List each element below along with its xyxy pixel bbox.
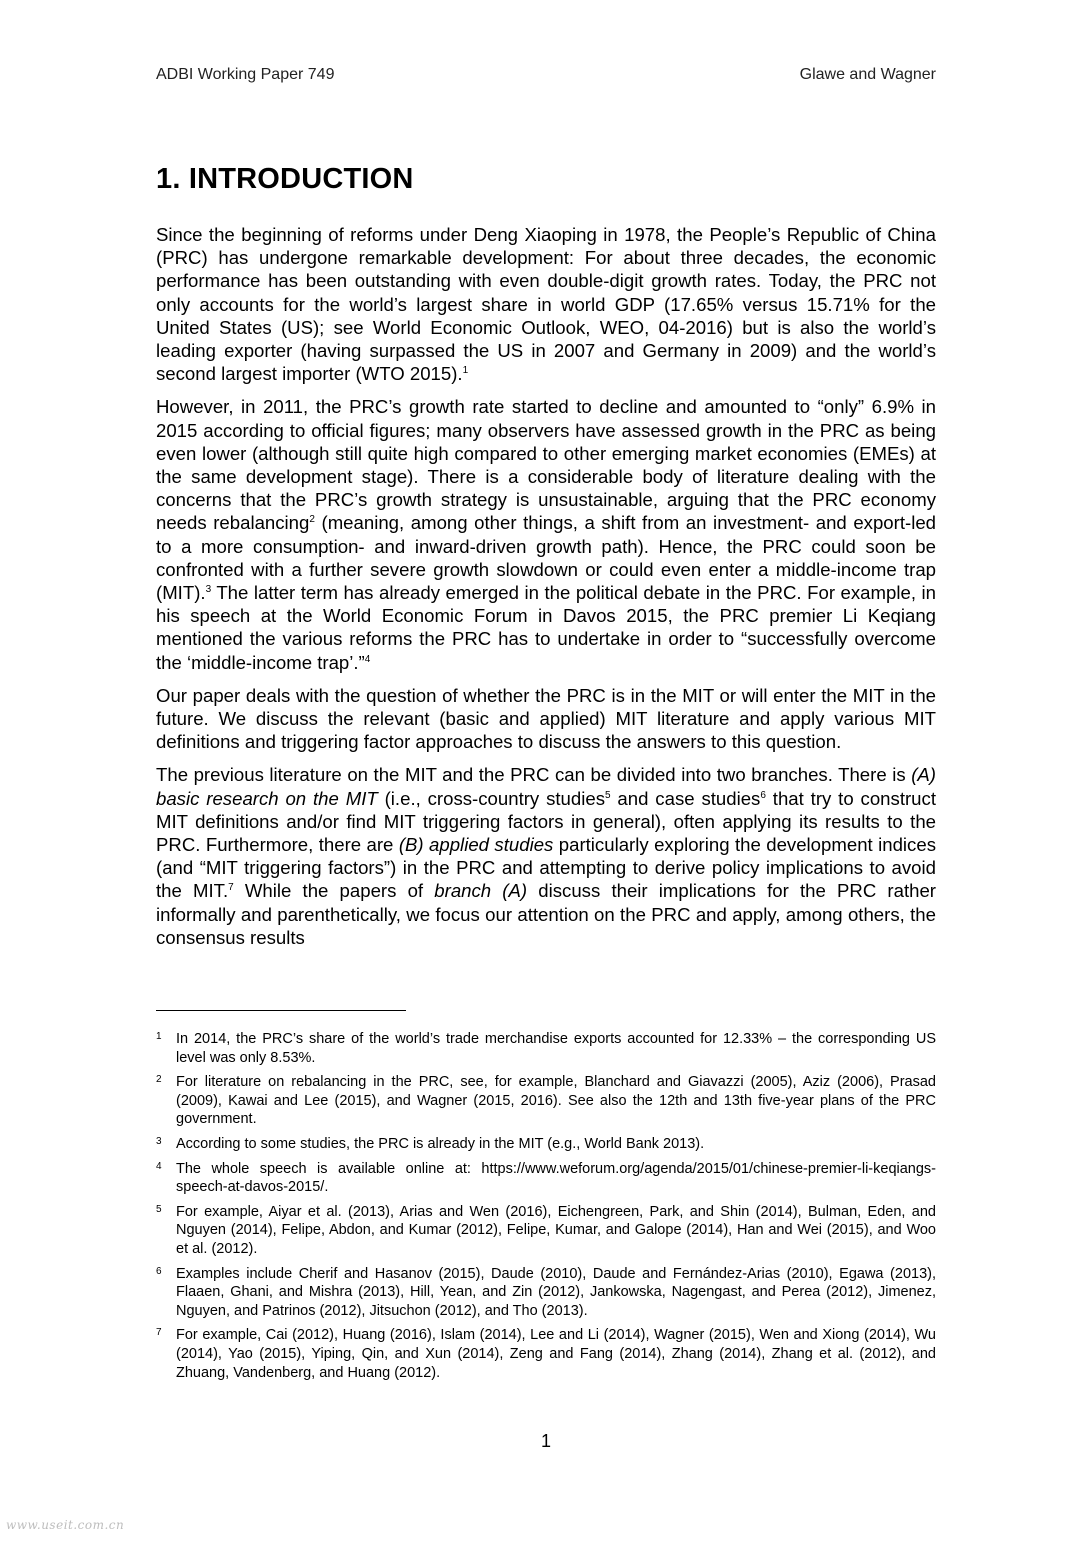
footnote: 7 For example, Cai (2012), Huang (2016), Islam (2014), Lee and Li (2014), Wagner (2015), Wen and Xiong (2014), Wu (2014), Yao (2015), Yiping, Qin, and Xun (2014), Zeng and Fang (2014), Zhang (2014), Zhang et al. (2012), and Zhuang, Vandenberg, and Huang (2012).	[156, 1327, 936, 1381]
section-title: 1. INTRODUCTION	[156, 163, 414, 195]
body-text	[156, 223, 936, 959]
paragraph-1: Since the beginning of reforms under Deng Xiaoping in 1978, the People’s Republic of China (PRC) has undergone remarkable development: For about three decades, the economic performance has been outstanding with even double-digit growth rates. Today, the PRC not only accounts for the world’s largest share in world GDP (17.65% versus 15.71% for the United States (US); see World Economic Outlook, WEO, 04-2016) but is also the world’s leading exporter (having surpassed the US in 2007 and Germany in 2009) and the world’s second largest importer (WTO 2015).$^1$	[156, 224, 936, 385]
footnotes	[156, 1030, 936, 1388]
watermark: www.useit.com.cn	[6, 1518, 125, 1532]
paragraph-2: However, in 2011, the PRC’s growth rate started to decline and amounted to “only” 6.9% in 2015 according to official figures; many observers have assessed growth in the PRC as being even lower (although still quite high compared to other emerging market economies (EMEs) at the same development stage). There is a considerable body of literature dealing with the concerns that the PRC’s growth strategy is unsustainable, arguing that the PRC economy needs rebalancing$^2$ (meaning, among other things, a shift from an investment- and export-led to a more consumption- and inward-driven growth path). Hence, the PRC could soon be confronted with a further severe growth slowdown or could even enter a middle-income trap (MIT).$^3$ The latter term has already emerged in the political debate in the PRC. For example, in his speech at the World Economic Forum in Davos 2015, the PRC premier Li Keqiang mentioned the various reforms the PRC has to undertake in order to “successfully overcome the ‘middle-income trap’.”$^4$	[156, 396, 937, 673]
paragraph-4: The previous literature on the MIT and the PRC can be divided into two branches. There is (A) basic research on the MIT (i.e., cross-country studies$^5$ and case studies$^6$ that try to construct MIT definitions and/or find MIT triggering factors in general), often applying its results to the PRC. Furthermore, there are (B) applied studies particularly exploring the development indices (and “MIT triggering factors”) in the PRC and attempting to derive policy implications to avoid the MIT.$^7$ While the papers of branch (A) discuss their implications for the PRC rather informally and parenthetically, we focus our attention on the PRC and apply, among others, the consensus results	[156, 764, 936, 948]
footnote-ref-4: 4	[364, 653, 371, 665]
page-number: 1	[540, 1431, 551, 1451]
footnote-ref-2: 2	[309, 514, 315, 526]
footnote-divider	[156, 1010, 406, 1011]
running-header	[156, 66, 936, 84]
footnote-ref-5: 5	[605, 789, 611, 801]
footnote: 4 The whole speech is available online at: https://www.weforum.org/agenda/2015/01/chinese-premier-li-keqiangs-speech-at-davos-2015/.	[156, 1160, 936, 1196]
header-left: ADBI Working Paper 749	[156, 66, 335, 83]
footnote: 3 According to some studies, the PRC is already in the MIT (e.g., World Bank 2013).	[156, 1135, 705, 1152]
footnote: 2 For literature on rebalancing in the PRC, see, for example, Blanchard and Giavazzi (2005), Aziz (2006), Prasad (2009), Kawai and Lee (2015), and Wagner (2015, 2016). See also the 12th and 13th five-year plans of the PRC government.	[156, 1074, 936, 1128]
footnote-ref-3: 3	[205, 584, 212, 596]
footnote: 5 For example, Aiyar et al. (2013), Arias and Wen (2016), Eichengreen, Park, and Shin (2014), Bulman, Eden, and Nguyen (2014), Felipe, Abdon, and Kumar (2012), Felipe, Kumar, and Galope (2014), Han and Wei (2015), and Woo et al. (2012).	[156, 1203, 936, 1257]
footnote-ref-6: 6	[760, 789, 766, 801]
footnote: 6 Examples include Cherif and Hasanov (2015), Daude (2010), Daude and Fernández-Arias (2010), Egawa (2013), Flaaen, Ghani, and Mishra (2013), Hill, Yean, and Zin (2012), Jankowska, Nagengast, and Perea (2012), Jimenez, Nguyen, and Patrinos (2012), Jitsuchon (2012), and Tho (2013).	[156, 1265, 936, 1319]
header-right: Glawe and Wagner	[799, 66, 936, 83]
footnote-ref-1: 1	[462, 365, 469, 377]
paragraph-3: Our paper deals with the question of whether the PRC is in the MIT or will enter the MIT in the future. We discuss the relevant (basic and applied) MIT literature and apply various MIT definitions and triggering factor approaches to discuss the answers to this question.	[156, 684, 936, 753]
footnote: 1 In 2014, the PRC’s share of the world’s trade merchandise exports accounted for 12.33% – the corresponding US level was only 8.53%.	[156, 1031, 936, 1066]
footnote-ref-7: 7	[228, 882, 234, 894]
